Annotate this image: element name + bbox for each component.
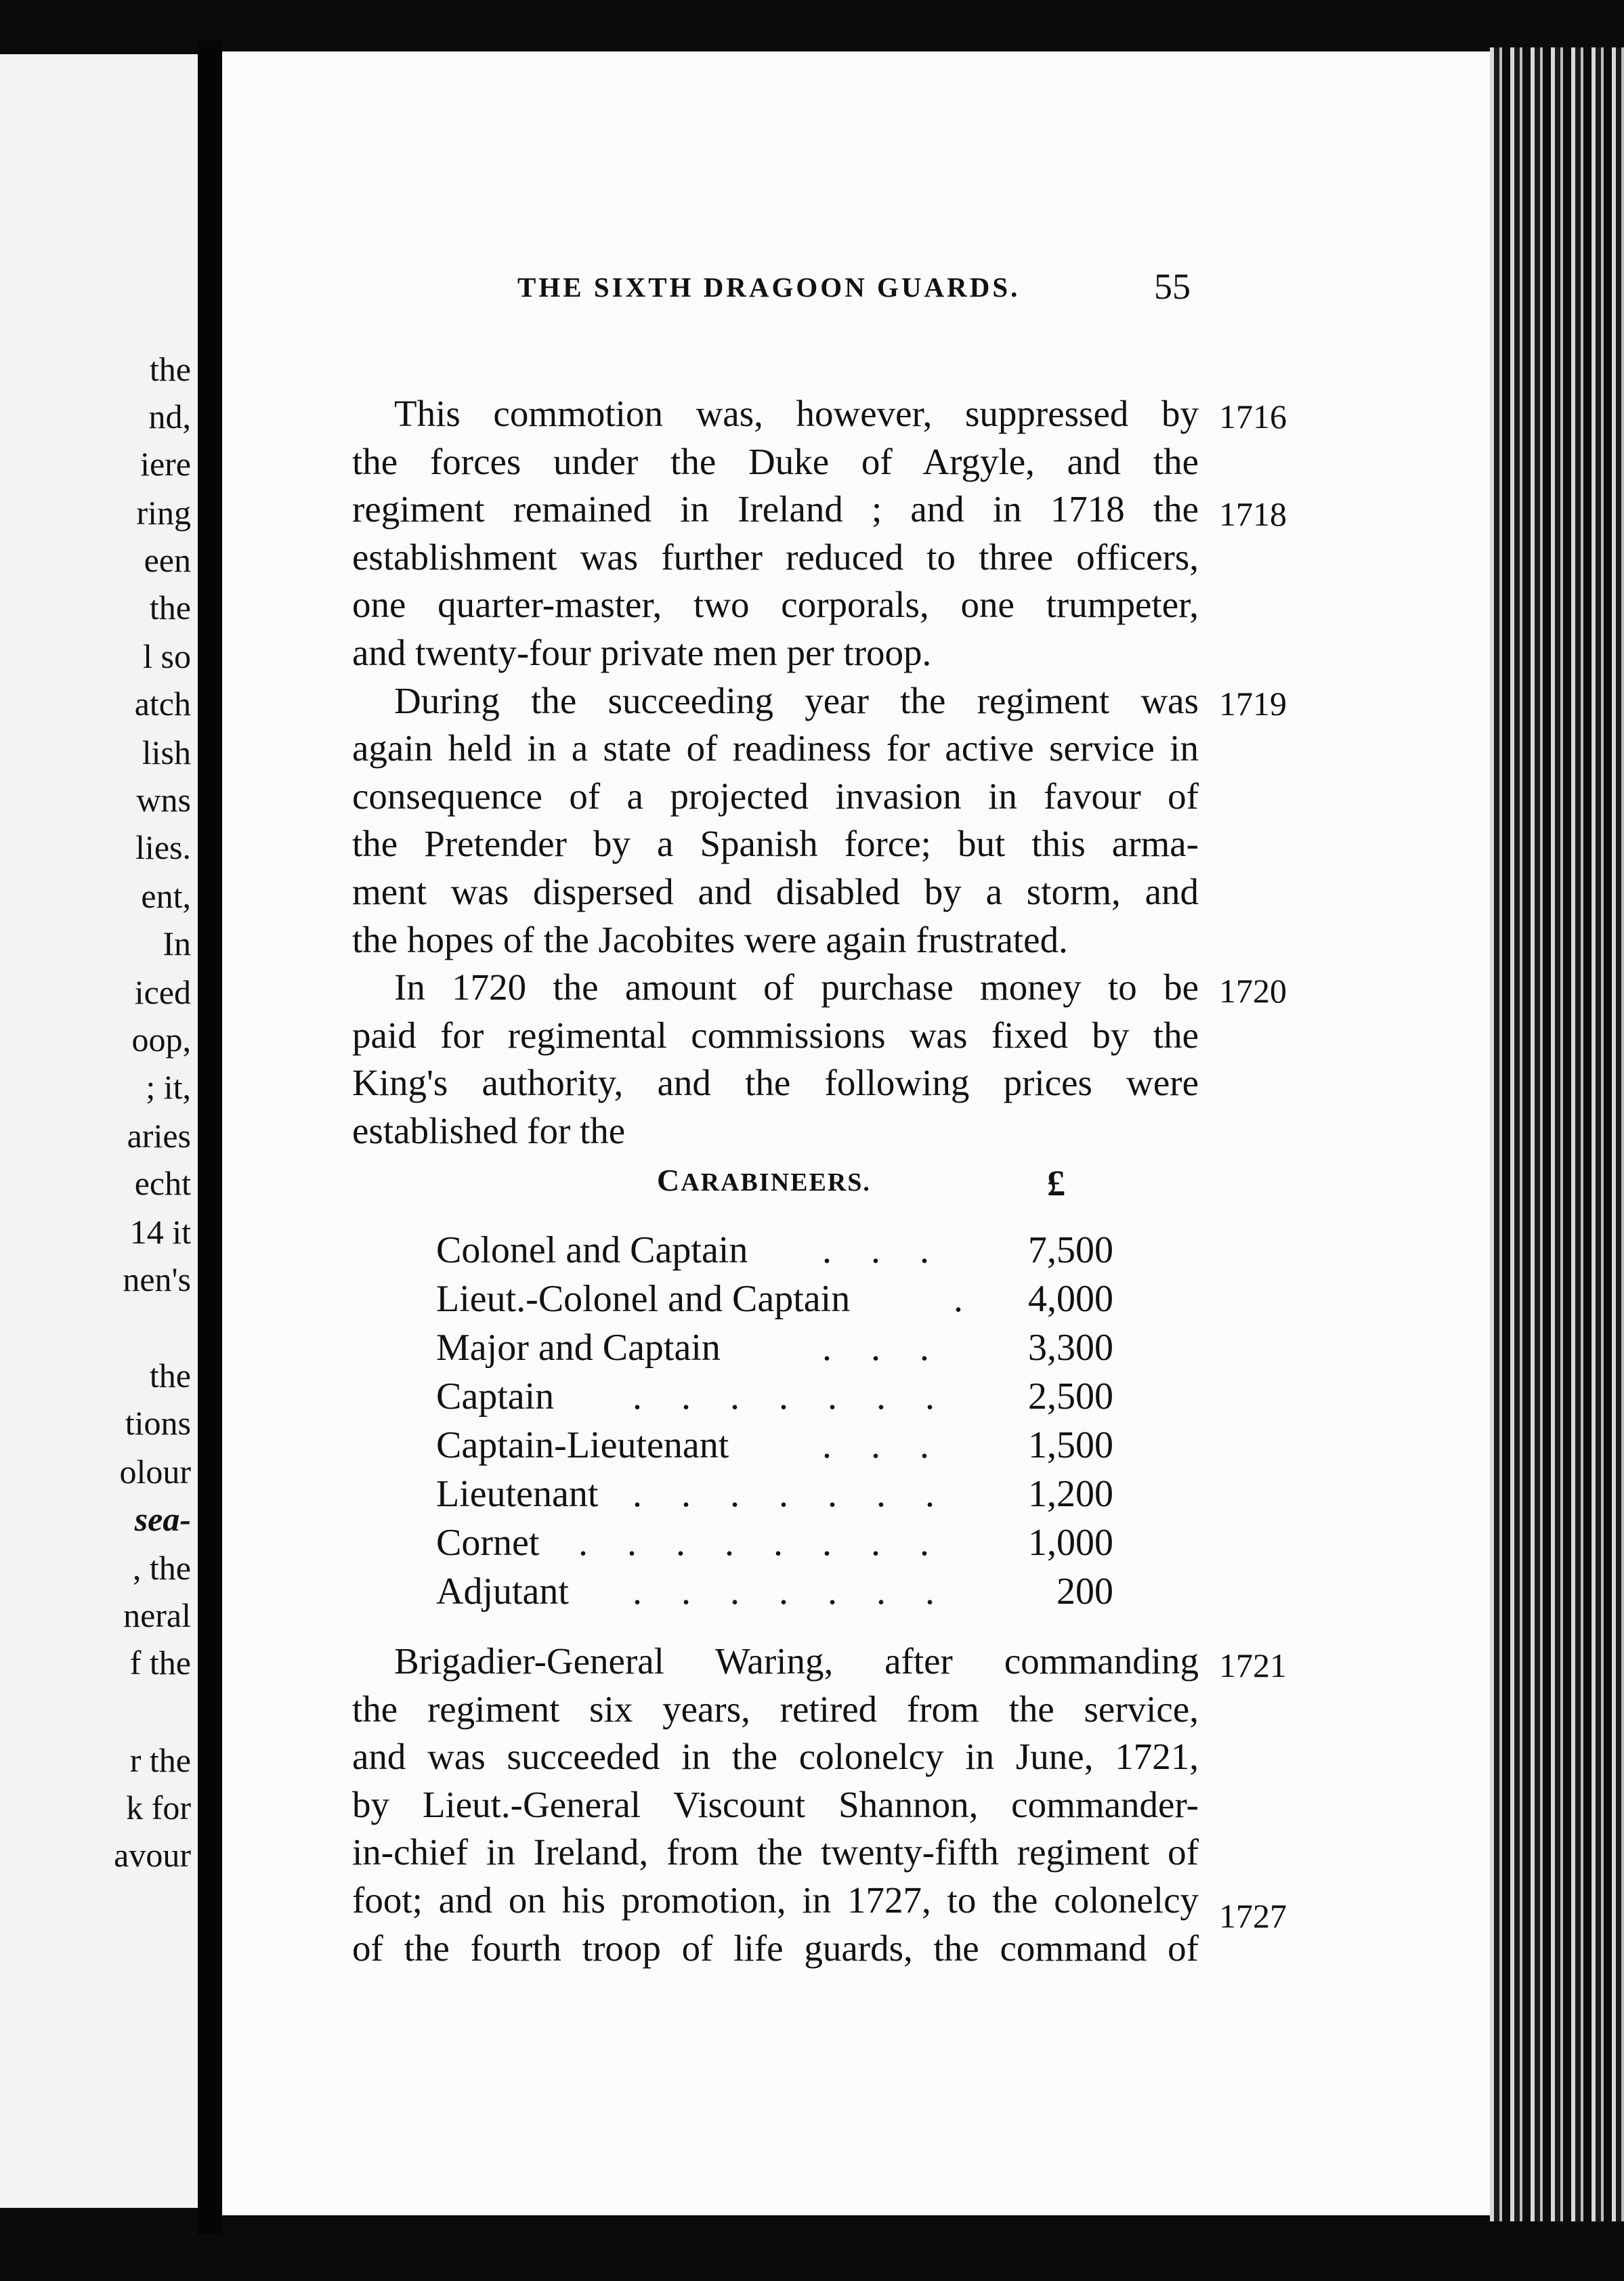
left-page-fragment: the <box>149 589 191 626</box>
margin-year: 1721 <box>1219 1646 1287 1684</box>
price-row <box>436 1567 1113 1616</box>
body-text-top <box>352 390 1199 1155</box>
text-line: In 1720 the amount of purchase money to be <box>394 966 1199 1008</box>
text-line: and was succeeded in the colonelcy in June, 1721, <box>352 1736 1199 1778</box>
leader-dots: . . . . . . . . <box>578 1522 944 1564</box>
text-line: paid for regimental commissions was fixed by the <box>352 1014 1199 1056</box>
price-amount: 2,500 <box>1028 1376 1113 1417</box>
left-page-fragment: neral <box>123 1596 191 1634</box>
rank-label: Captain <box>436 1376 555 1417</box>
left-page-fragment: tions <box>125 1404 191 1442</box>
price-amount: 1,000 <box>1028 1522 1113 1564</box>
book-gutter <box>198 41 222 2235</box>
text-line: in-chief in Ireland, from the twenty-fifth regiment of <box>352 1831 1199 1873</box>
text-line: by Lieut.-General Viscount Shannon, commander- <box>352 1783 1199 1825</box>
left-page-fragment: oop, <box>131 1021 191 1059</box>
text-line: consequence of a projected invasion in favour of <box>352 775 1199 817</box>
rank-label: Lieutenant <box>436 1473 599 1515</box>
leader-dots: . . . <box>822 1229 944 1271</box>
left-page-fragment: ; it, <box>146 1068 191 1106</box>
text-line: the forces under the Duke of Argyle, and the <box>352 440 1199 482</box>
left-page-fragment: 14 it <box>129 1213 191 1251</box>
price-table-title <box>657 1162 871 1198</box>
price-amount: 7,500 <box>1028 1229 1113 1271</box>
margin-year: 1727 <box>1219 1897 1287 1935</box>
text-line: regiment remained in Ireland ; and in 1718 the <box>352 488 1199 530</box>
text-line: again held in a state of readiness for active service in <box>352 727 1199 769</box>
price-amount: 3,300 <box>1028 1327 1113 1369</box>
left-page-fragment: iced <box>134 973 191 1011</box>
left-page-fragment: f the <box>129 1644 191 1682</box>
left-page-fragment: ent, <box>141 877 191 915</box>
price-row <box>436 1518 1113 1567</box>
left-page-fragment: ring <box>136 494 191 532</box>
left-page-fragment: lies. <box>135 828 191 866</box>
margin-year: 1720 <box>1219 972 1287 1010</box>
left-page-fragment: k for <box>126 1789 191 1827</box>
body-text-bottom <box>352 1638 1199 1972</box>
leader-dots: . <box>954 1278 978 1320</box>
text-line: During the succeeding year the regiment was <box>394 679 1199 721</box>
currency-symbol: £ <box>1047 1163 1065 1203</box>
price-amount: 1,200 <box>1028 1473 1113 1515</box>
text-line: of the fourth troop of life guards, the command of <box>352 1927 1199 1969</box>
left-page-fragment: l so <box>143 637 191 675</box>
rank-label: Adjutant <box>436 1571 569 1613</box>
price-row <box>436 1226 1113 1275</box>
left-page-fragment: iere <box>140 445 191 483</box>
text-line: the Pretender by a Spanish force; but this arma- <box>352 823 1199 865</box>
left-page-fragment: echt <box>134 1164 191 1202</box>
left-page-fragment: olour <box>119 1453 191 1491</box>
left-page-fragment: lish <box>142 733 191 771</box>
left-page-fragment: wns <box>136 781 191 819</box>
title-rest: ARABINEERS. <box>681 1168 871 1197</box>
price-amount: 4,000 <box>1028 1278 1113 1320</box>
left-page-fragment: the <box>149 350 191 388</box>
price-amount: 1,500 <box>1028 1424 1113 1466</box>
left-page-fragment: een <box>144 541 191 579</box>
price-table <box>436 1226 1113 1616</box>
left-page-fragment: the <box>149 1357 191 1394</box>
leader-dots: . . . . . . . <box>633 1376 949 1417</box>
price-row <box>436 1372 1113 1421</box>
margin-year: 1719 <box>1219 685 1287 723</box>
left-page-fragment: nd, <box>148 398 191 435</box>
left-page-fragment: , the <box>132 1549 191 1587</box>
price-row <box>436 1275 1113 1323</box>
page-number: 55 <box>1154 266 1191 307</box>
running-title: THE SIXTH DRAGOON GUARDS. <box>517 272 1021 303</box>
rank-label: Colonel and Captain <box>436 1229 748 1271</box>
text-line: the hopes of the Jacobites were again frustrated. <box>352 918 1068 960</box>
leader-dots: . . . <box>822 1327 944 1369</box>
price-row <box>436 1323 1113 1372</box>
text-line: foot; and on his promotion, in 1727, to the colonelcy <box>352 1879 1199 1921</box>
text-line: King's authority, and the following prices were <box>352 1062 1199 1104</box>
text-line: Brigadier-General Waring, after commanding <box>394 1640 1199 1682</box>
left-page-fragment: r the <box>129 1741 191 1779</box>
text-line: and twenty-four private men per troop. <box>352 631 932 673</box>
rank-label: Captain-Lieutenant <box>436 1424 729 1466</box>
left-page-fragment: In <box>163 924 191 962</box>
rank-label: Cornet <box>436 1522 540 1564</box>
left-facing-page <box>0 54 198 2208</box>
text-line: one quarter-master, two corporals, one trumpeter, <box>352 584 1199 626</box>
left-page-fragment: avour <box>114 1836 191 1874</box>
page-stack-edge <box>1490 47 1624 2221</box>
left-page-fragment: sea- <box>134 1500 191 1538</box>
title-cap: C <box>657 1163 681 1197</box>
text-line: established for the <box>352 1109 626 1151</box>
left-page-fragment: nen's <box>123 1260 191 1298</box>
left-page-fragment: atch <box>134 685 191 723</box>
text-line: the regiment six years, retired from the service, <box>352 1688 1199 1730</box>
margin-year: 1718 <box>1219 495 1287 533</box>
leader-dots: . . . . . . . <box>633 1473 949 1515</box>
leader-dots: . . . . . . . <box>633 1571 949 1613</box>
text-line: ment was dispersed and disabled by a storm, and <box>352 870 1199 912</box>
margin-year: 1716 <box>1219 398 1287 435</box>
price-row <box>436 1470 1113 1518</box>
rank-label: Lieut.-Colonel and Captain <box>436 1278 851 1320</box>
text-line: establishment was further reduced to three officers, <box>352 536 1199 578</box>
price-row <box>436 1421 1113 1470</box>
price-amount: 200 <box>1056 1571 1113 1613</box>
text-line: This commotion was, however, suppressed by <box>394 393 1199 434</box>
book-page <box>222 51 1490 2215</box>
leader-dots: . . . <box>822 1424 944 1466</box>
left-page-fragment: aries <box>127 1117 191 1155</box>
rank-label: Major and Captain <box>436 1327 721 1369</box>
